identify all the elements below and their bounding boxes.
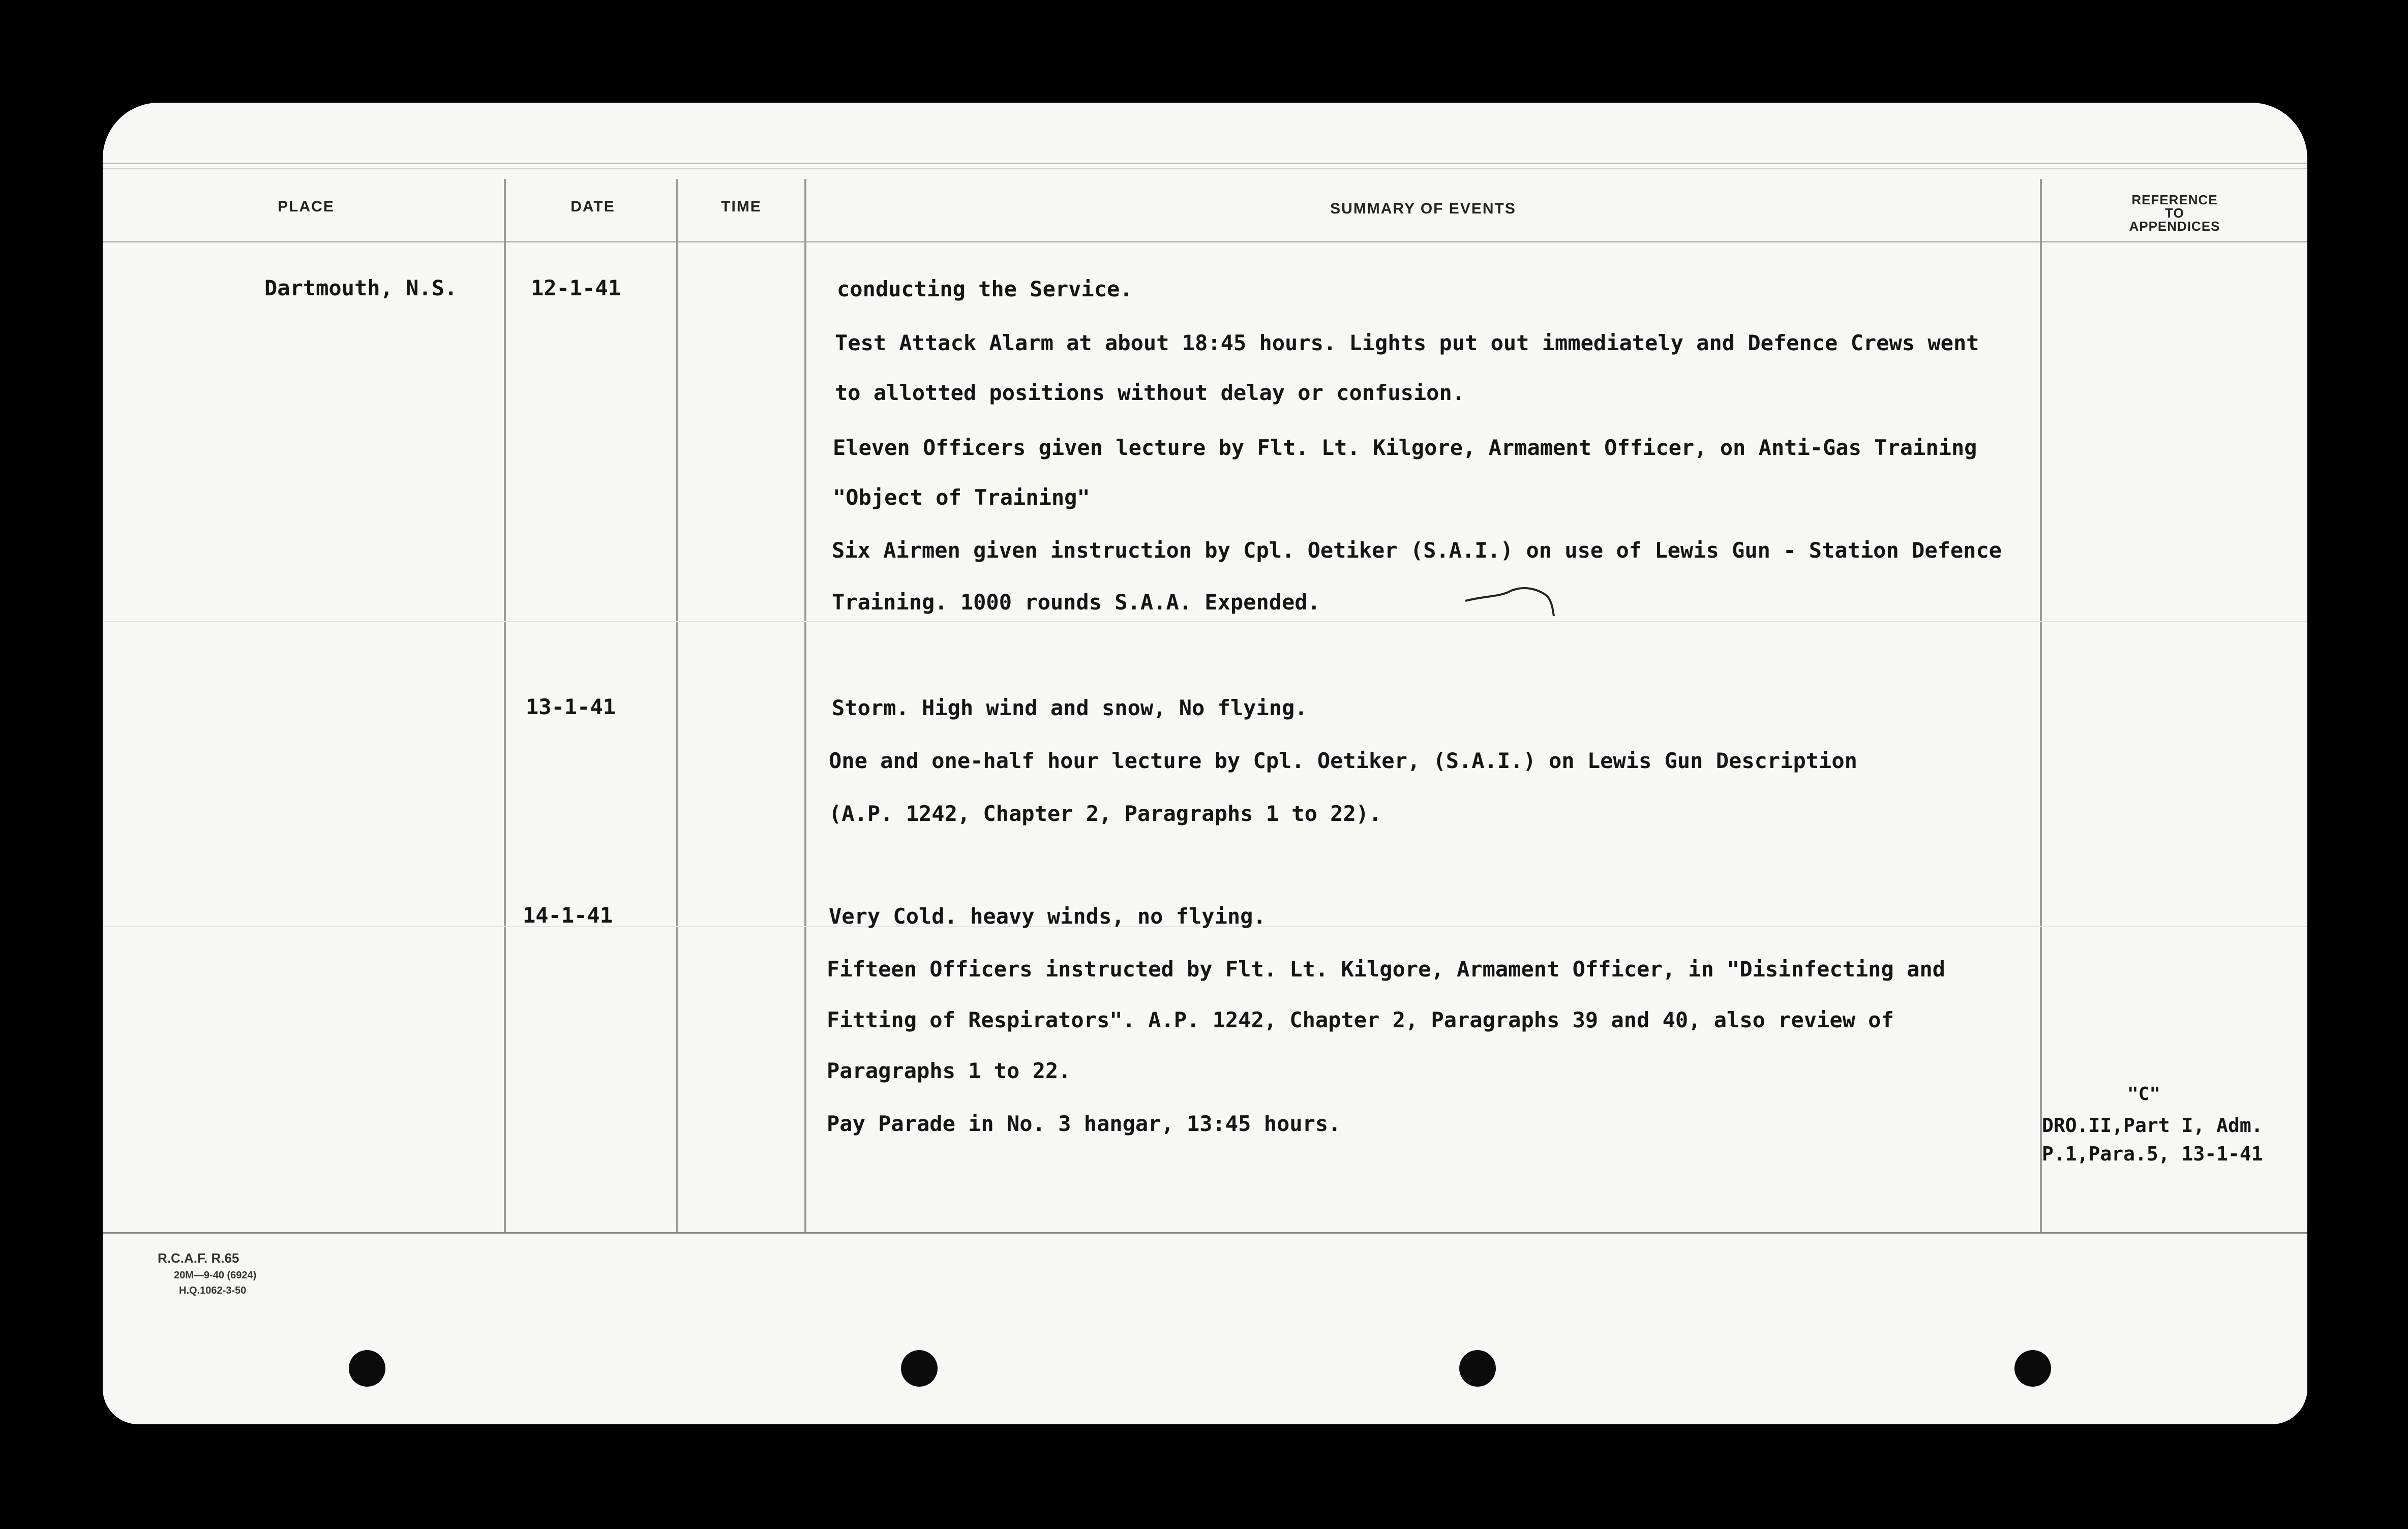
top-rule bbox=[103, 163, 2307, 164]
header-date: DATE bbox=[570, 198, 615, 215]
paper-line bbox=[103, 621, 2307, 622]
bottom-rule bbox=[103, 1232, 2307, 1234]
summary-line: to allotted positions without delay or confusion. bbox=[835, 380, 1465, 405]
summary-line: Paragraphs 1 to 22. bbox=[827, 1058, 1071, 1083]
summary-line: Six Airmen given instruction by Cpl. Oetiker (S.A.I.) on use of Lewis Gun - Station Defence bbox=[832, 538, 2002, 563]
place-entry: Dartmouth, N.S. bbox=[264, 276, 458, 300]
date-entry: 12-1-41 bbox=[531, 276, 621, 300]
pen-mark bbox=[1455, 586, 1577, 631]
header-reference-line3: APPENDICES bbox=[2129, 219, 2220, 234]
date-time-divider bbox=[676, 179, 678, 1233]
summary-line: Very Cold. heavy winds, no flying. bbox=[829, 904, 1266, 929]
header-reference-line1: REFERENCE bbox=[2131, 192, 2218, 207]
header-reference bbox=[2042, 193, 2307, 233]
top-rule-2 bbox=[103, 168, 2307, 169]
time-summary-divider bbox=[804, 179, 806, 1233]
summary-line: Fitting of Respirators". A.P. 1242, Chapter 2, Paragraphs 39 and 40, also review of bbox=[827, 1007, 1894, 1032]
punch-hole bbox=[2014, 1350, 2051, 1387]
punch-hole bbox=[349, 1350, 385, 1387]
date-entry: 13-1-41 bbox=[526, 694, 616, 719]
form-number: R.C.A.F. R.65 bbox=[158, 1250, 239, 1266]
summary-line: Storm. High wind and snow, No flying. bbox=[832, 695, 1308, 720]
header-reference-line2: TO bbox=[2165, 205, 2184, 221]
form-print-code: 20M—9-40 (6924) bbox=[174, 1270, 257, 1281]
summary-line: One and one-half hour lecture by Cpl. Oetiker, (S.A.I.) on Lewis Gun Description bbox=[829, 748, 1857, 773]
form-print-code: H.Q.1062-3-50 bbox=[179, 1285, 247, 1296]
summary-line: Eleven Officers given lecture by Flt. Lt. Kilgore, Armament Officer, on Anti-Gas Training bbox=[833, 435, 1977, 460]
reference-line: DRO.II,Part I, Adm. bbox=[2042, 1114, 2263, 1137]
summary-line: Fifteen Officers instructed by Flt. Lt. Kilgore, Armament Officer, in "Disinfecting and bbox=[827, 957, 1945, 982]
summary-line: "Object of Training" bbox=[833, 485, 1090, 510]
place-date-divider bbox=[504, 179, 506, 1233]
header-time: TIME bbox=[721, 198, 762, 215]
header-rule bbox=[103, 241, 2307, 242]
header-place: PLACE bbox=[278, 198, 335, 215]
punch-hole bbox=[1459, 1350, 1496, 1387]
summary-line: Test Attack Alarm at about 18:45 hours. Lights put out immediately and Defence Crews went bbox=[835, 330, 1979, 355]
diary-card bbox=[103, 103, 2307, 1424]
summary-line: conducting the Service. bbox=[837, 277, 1133, 301]
summary-line: Training. 1000 rounds S.A.A. Expended. bbox=[832, 590, 1320, 615]
reference-line: P.1,Para.5, 13-1-41 bbox=[2042, 1143, 2263, 1165]
summary-line: (A.P. 1242, Chapter 2, Paragraphs 1 to 22). bbox=[829, 801, 1382, 826]
summary-reference-divider bbox=[2040, 179, 2042, 1233]
date-entry: 14-1-41 bbox=[523, 903, 613, 928]
header-summary: SUMMARY OF EVENTS bbox=[1330, 200, 1516, 217]
reference-label: "C" bbox=[2127, 1084, 2161, 1105]
summary-line: Pay Parade in No. 3 hangar, 13:45 hours. bbox=[827, 1111, 1341, 1136]
punch-hole bbox=[901, 1350, 938, 1387]
